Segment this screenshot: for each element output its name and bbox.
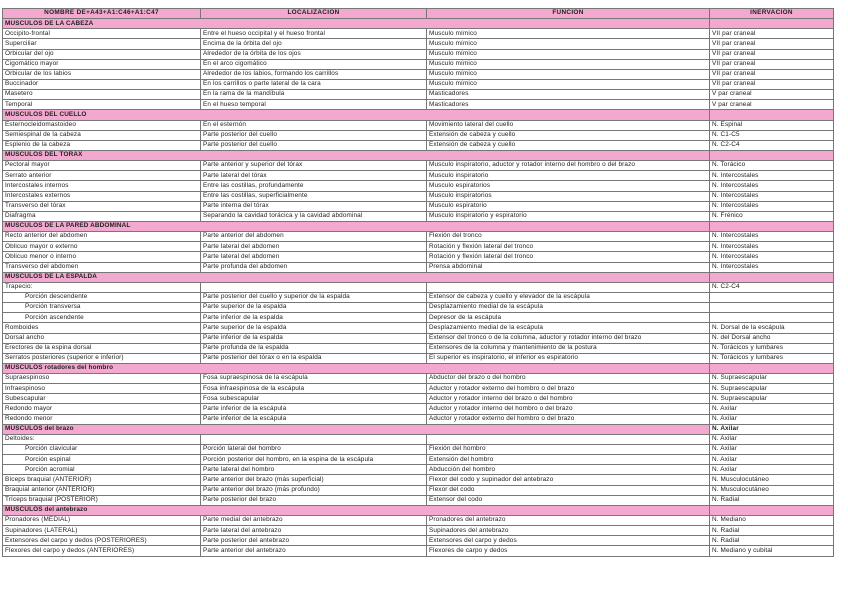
innervation-cell[interactable]: N. Supraescapular xyxy=(710,384,834,394)
innervation-cell[interactable]: N. Axilar xyxy=(710,465,834,475)
muscle-name-cell[interactable]: Orbicular de los labios xyxy=(3,69,201,79)
table-row xyxy=(3,434,834,444)
muscle-name-cell[interactable]: Transverso del tórax xyxy=(3,201,201,211)
table-row xyxy=(3,526,834,536)
function-cell[interactable] xyxy=(427,434,710,444)
location-cell[interactable]: Parte inferior de la espalda xyxy=(201,313,427,323)
location-cell[interactable]: Parte anterior del antebrazo xyxy=(201,546,427,556)
location-cell[interactable]: Parte superior de la espalda xyxy=(201,303,427,313)
innervation-cell[interactable] xyxy=(710,303,834,313)
table-row xyxy=(3,394,834,404)
table-row xyxy=(3,232,834,242)
table-row xyxy=(3,445,834,455)
location-cell[interactable]: Alrededor de los labios, formando los carrillos xyxy=(201,69,427,79)
innervation-cell[interactable] xyxy=(710,363,834,373)
section-title[interactable]: MUSCULOS DE LA ESPALDA xyxy=(3,272,710,282)
location-cell[interactable]: Separando la cavidad torácica y la cavidad abdominal xyxy=(201,211,427,221)
function-cell[interactable]: Aductor y rotador externo del hombro o del brazo xyxy=(427,384,710,394)
muscle-name-cell[interactable]: Supraespinoso xyxy=(3,374,201,384)
header-name[interactable]: NOMBRE DE+A43+A1:C46+A1:C47 xyxy=(3,9,201,19)
muscle-name-cell[interactable]: Bíceps braquial (ANTERIOR) xyxy=(3,475,201,485)
muscle-name-cell[interactable]: Oblicuo mayor o externo xyxy=(3,242,201,252)
function-cell[interactable]: Extensión del hombro xyxy=(427,455,710,465)
location-cell[interactable]: Porción posterior del hombro, en la espina de la escápula xyxy=(201,455,427,465)
innervation-cell[interactable]: N. Radial xyxy=(710,536,834,546)
section-title[interactable]: MUSCULOS DEL TÓRAX xyxy=(3,150,710,160)
table-row xyxy=(3,120,834,130)
innervation-cell[interactable]: VII par craneal xyxy=(710,79,834,89)
muscle-name-cell[interactable]: Recto anterior del abdomen xyxy=(3,232,201,242)
function-cell[interactable]: Flexores de carpo y dedos xyxy=(427,546,710,556)
function-cell[interactable]: Musculo mímico xyxy=(427,39,710,49)
location-cell[interactable]: Parte posterior del tórax o en la espalda xyxy=(201,353,427,363)
table-row xyxy=(3,171,834,181)
innervation-cell[interactable]: N. Intercostales xyxy=(710,232,834,242)
table-row xyxy=(3,90,834,100)
muscle-name-cell[interactable]: Oblicuo menor o interno xyxy=(3,252,201,262)
function-cell[interactable]: Masticadores xyxy=(427,90,710,100)
location-cell[interactable]: Parte anterior del brazo (más profundo) xyxy=(201,485,427,495)
function-cell[interactable]: Musculo inspiratorio xyxy=(427,171,710,181)
section-header-row xyxy=(3,363,834,373)
section-title[interactable]: MUSCULOS del brazo xyxy=(3,424,710,434)
muscle-name-cell[interactable]: Pronadores (MEDIAL) xyxy=(3,516,201,526)
muscle-name-cell[interactable]: Porción transversa xyxy=(3,303,201,313)
muscle-name-cell[interactable]: Cigomático mayor xyxy=(3,59,201,69)
innervation-cell[interactable]: N. Intercostales xyxy=(710,252,834,262)
muscle-name-cell[interactable]: Infraespinoso xyxy=(3,384,201,394)
muscle-name-cell[interactable]: Semiespinal de la cabeza xyxy=(3,130,201,140)
table-row xyxy=(3,79,834,89)
table-row xyxy=(3,384,834,394)
muscle-name-cell[interactable]: Porción espinal xyxy=(3,455,201,465)
muscle-name-cell[interactable]: Erectores de la espina dorsal xyxy=(3,343,201,353)
innervation-cell[interactable]: N. Mediano y cubital xyxy=(710,546,834,556)
function-cell[interactable]: Extensor del codo xyxy=(427,495,710,505)
function-cell[interactable]: Extensores del carpo y dedos xyxy=(427,536,710,546)
section-title[interactable]: MUSCULOS DE LA PARED ABDOMINAL xyxy=(3,221,710,231)
location-cell[interactable]: Parte posterior del antebrazo xyxy=(201,536,427,546)
table-row xyxy=(3,262,834,272)
function-cell[interactable]: Extensor de cabeza y cuello y elevador de la escápula xyxy=(427,292,710,302)
innervation-cell[interactable]: N. Intercostales xyxy=(710,242,834,252)
innervation-cell[interactable]: N. Axilar xyxy=(710,404,834,414)
innervation-cell[interactable]: N. Musculocutáneo xyxy=(710,485,834,495)
table-row xyxy=(3,201,834,211)
function-cell[interactable]: Flexión del tronco xyxy=(427,232,710,242)
function-cell[interactable]: Musculo mímico xyxy=(427,29,710,39)
innervation-cell[interactable]: N. C2-C4 xyxy=(710,282,834,292)
innervation-cell[interactable]: N. Intercostales xyxy=(710,181,834,191)
innervation-cell[interactable]: N. Intercostales xyxy=(710,262,834,272)
function-cell[interactable]: Musculo inspiratorio y espiratorio xyxy=(427,211,710,221)
table-row xyxy=(3,140,834,150)
function-cell[interactable]: Masticadores xyxy=(427,100,710,110)
table-row xyxy=(3,465,834,475)
location-cell[interactable]: En el hueso temporal xyxy=(201,100,427,110)
muscle-name-cell[interactable]: Romboides xyxy=(3,323,201,333)
innervation-cell[interactable]: VII par craneal xyxy=(710,49,834,59)
section-header-row xyxy=(3,272,834,282)
innervation-cell[interactable] xyxy=(710,292,834,302)
table-row xyxy=(3,343,834,353)
muscle-name-cell[interactable]: Superciliar xyxy=(3,39,201,49)
function-cell[interactable]: Aductor y rotador externo del hombro o del brazo xyxy=(427,414,710,424)
table-row xyxy=(3,353,834,363)
location-cell[interactable]: En el arco cigomático xyxy=(201,59,427,69)
innervation-cell[interactable]: N. Axilar xyxy=(710,434,834,444)
table-row xyxy=(3,485,834,495)
muscle-name-cell[interactable]: Serratos posteriores (superior e inferior) xyxy=(3,353,201,363)
muscle-name-cell[interactable]: Porción clavicular xyxy=(3,445,201,455)
location-cell[interactable]: Parte posterior del cuello y superior de la espalda xyxy=(201,292,427,302)
muscle-name-cell[interactable]: Transverso del abdomen xyxy=(3,262,201,272)
location-cell[interactable]: Parte superior de la espalda xyxy=(201,323,427,333)
table-row xyxy=(3,475,834,485)
location-cell[interactable]: Parte posterior del brazo xyxy=(201,495,427,505)
muscle-name-cell[interactable]: Orbicular del ojo xyxy=(3,49,201,59)
innervation-cell[interactable]: N. Espinal xyxy=(710,120,834,130)
muscle-name-cell[interactable]: Redondo mayor xyxy=(3,404,201,414)
function-cell[interactable]: Flexión del hombro xyxy=(427,445,710,455)
muscle-name-cell[interactable]: Porción acromial xyxy=(3,465,201,475)
table-row xyxy=(3,333,834,343)
function-cell[interactable]: Musculo mímico xyxy=(427,59,710,69)
function-cell[interactable]: Abductor del brazo o del hombro xyxy=(427,374,710,384)
innervation-cell[interactable] xyxy=(710,19,834,29)
location-cell[interactable]: Parte profunda del abdomen xyxy=(201,262,427,272)
table-row xyxy=(3,374,834,384)
location-cell[interactable]: Fosa supraespinosa de la escápula xyxy=(201,374,427,384)
muscle-name-cell[interactable]: Extensores del carpo y dedos (POSTERIORES) xyxy=(3,536,201,546)
table-row xyxy=(3,181,834,191)
function-cell[interactable]: Musculo mímico xyxy=(427,69,710,79)
muscle-name-cell[interactable]: Esternocleidomastoideo xyxy=(3,120,201,130)
muscle-name-cell[interactable]: Supinadores (LATERAL) xyxy=(3,526,201,536)
function-cell[interactable]: Musculo inspiratorios xyxy=(427,191,710,201)
innervation-cell[interactable] xyxy=(710,150,834,160)
innervation-cell[interactable]: N. Musculocutáneo xyxy=(710,475,834,485)
innervation-cell[interactable]: V par craneal xyxy=(710,90,834,100)
innervation-cell[interactable]: N. Intercostales xyxy=(710,191,834,201)
location-cell[interactable]: Parte anterior del brazo (más superficial) xyxy=(201,475,427,485)
location-cell[interactable]: En la rama de la mandíbula xyxy=(201,90,427,100)
header-row xyxy=(3,9,834,19)
innervation-cell[interactable]: N. C2-C4 xyxy=(710,140,834,150)
table-row xyxy=(3,29,834,39)
innervation-cell[interactable] xyxy=(710,110,834,120)
function-cell[interactable]: Rotación y flexión lateral del tronco xyxy=(427,252,710,262)
function-cell[interactable]: Depresor de la escápula xyxy=(427,313,710,323)
innervation-cell[interactable]: N. del Dorsal ancho xyxy=(710,333,834,343)
function-cell[interactable]: Abducción del hombro xyxy=(427,465,710,475)
location-cell[interactable]: Parte medial del antebrazo xyxy=(201,516,427,526)
section-header-row xyxy=(3,505,834,515)
location-cell[interactable]: Parte lateral del abdomen xyxy=(201,252,427,262)
innervation-cell[interactable]: N. Radial xyxy=(710,526,834,536)
muscle-name-cell[interactable]: Subescapular xyxy=(3,394,201,404)
innervation-cell[interactable]: N. Axilar xyxy=(710,414,834,424)
function-cell[interactable]: Movimiento lateral del cuello xyxy=(427,120,710,130)
muscle-name-cell[interactable]: Redondo menor xyxy=(3,414,201,424)
muscle-name-cell[interactable]: Dorsal ancho xyxy=(3,333,201,343)
muscle-name-cell[interactable]: Braquial anterior (ANTERIOR) xyxy=(3,485,201,495)
table-row xyxy=(3,130,834,140)
table-row xyxy=(3,100,834,110)
location-cell[interactable]: Parte posterior del cuello xyxy=(201,130,427,140)
function-cell[interactable]: Musculo mímico xyxy=(427,79,710,89)
location-cell[interactable]: Encima de la órbita del ojo xyxy=(201,39,427,49)
muscle-name-cell[interactable]: Intercostales internos xyxy=(3,181,201,191)
header-localizacion[interactable]: LOCALIZACIÓN xyxy=(201,9,427,19)
innervation-cell[interactable]: VII par craneal xyxy=(710,29,834,39)
location-cell[interactable]: Parte anterior del abdomen xyxy=(201,232,427,242)
table-row xyxy=(3,546,834,556)
location-cell[interactable]: Entre las costillas, profundamente xyxy=(201,181,427,191)
location-cell[interactable]: Parte anterior y superior del tórax xyxy=(201,161,427,171)
table-row xyxy=(3,191,834,201)
table-row xyxy=(3,495,834,505)
innervation-cell[interactable]: N. Frénico xyxy=(710,211,834,221)
table-row xyxy=(3,455,834,465)
function-cell[interactable]: Desplazamiento medial de la escápula xyxy=(427,303,710,313)
table-row xyxy=(3,211,834,221)
innervation-cell[interactable]: N. Intercostales xyxy=(710,201,834,211)
function-cell[interactable]: Extensión de cabeza y cuello xyxy=(427,140,710,150)
function-cell[interactable]: Musculo mímico xyxy=(427,49,710,59)
function-cell[interactable]: Aductor y rotador interno del brazo o del hombro xyxy=(427,394,710,404)
location-cell[interactable]: Parte inferior de la espalda xyxy=(201,333,427,343)
table-row xyxy=(3,282,834,292)
function-cell[interactable]: Musculo espiratorio xyxy=(427,201,710,211)
location-cell[interactable] xyxy=(201,434,427,444)
location-cell[interactable]: Parte profunda de la espalda xyxy=(201,343,427,353)
location-cell[interactable]: Entre las costillas, superficialmente xyxy=(201,191,427,201)
location-cell[interactable]: Porción lateral del hombro xyxy=(201,445,427,455)
section-title[interactable]: MUSCULOS del antebrazo xyxy=(3,505,710,515)
table-row xyxy=(3,59,834,69)
location-cell[interactable]: Parte interna del tórax xyxy=(201,201,427,211)
location-cell[interactable]: Parte lateral del hombro xyxy=(201,465,427,475)
innervation-cell[interactable]: N. Axilar xyxy=(710,424,834,434)
location-cell[interactable]: En el esternón xyxy=(201,120,427,130)
location-cell[interactable]: Parte lateral del tórax xyxy=(201,171,427,181)
function-cell[interactable]: Musculo espiratorios xyxy=(427,181,710,191)
muscle-name-cell[interactable]: Masetero xyxy=(3,90,201,100)
innervation-cell[interactable]: N. Axilar xyxy=(710,445,834,455)
table-row xyxy=(3,39,834,49)
muscle-table xyxy=(2,8,834,557)
function-cell[interactable]: El superior es inspiratorio, el inferior es espiratorio xyxy=(427,353,710,363)
muscle-name-cell[interactable]: Trapecio: xyxy=(3,282,201,292)
muscle-name-cell[interactable]: Pectoral mayor xyxy=(3,161,201,171)
function-cell[interactable]: Extensores de la columna y mantenimiento de la postura xyxy=(427,343,710,353)
muscle-name-cell[interactable]: Deltoides: xyxy=(3,434,201,444)
innervation-cell[interactable] xyxy=(710,505,834,515)
location-cell[interactable]: Fosa infraespinosa de la escápula xyxy=(201,384,427,394)
innervation-cell[interactable] xyxy=(710,272,834,282)
section-title[interactable]: MUSCULOS rotadores del hombro xyxy=(3,363,710,373)
table-row xyxy=(3,313,834,323)
location-cell[interactable]: Parte posterior del cuello xyxy=(201,140,427,150)
innervation-cell[interactable]: N. Torácicos y lumbares xyxy=(710,353,834,363)
section-header-row xyxy=(3,150,834,160)
table-body xyxy=(3,19,834,556)
function-cell[interactable] xyxy=(427,282,710,292)
function-cell[interactable]: Rotación y flexión lateral del tronco xyxy=(427,242,710,252)
muscle-name-cell[interactable]: Buccinador xyxy=(3,79,201,89)
function-cell[interactable]: Pronadores del antebrazo xyxy=(427,516,710,526)
table-row xyxy=(3,252,834,262)
function-cell[interactable]: Prensa abdominal xyxy=(427,262,710,272)
header-funcion[interactable]: FUNCIÓN xyxy=(427,9,710,19)
table-row xyxy=(3,303,834,313)
section-title[interactable]: MUSCULOS DE LA CABEZA xyxy=(3,19,710,29)
innervation-cell[interactable]: N. Torácicos y lumbares xyxy=(710,343,834,353)
location-cell[interactable] xyxy=(201,282,427,292)
innervation-cell[interactable]: N. Mediano xyxy=(710,516,834,526)
muscle-name-cell[interactable]: Occipito-frontal xyxy=(3,29,201,39)
muscle-name-cell[interactable]: Serrato anterior xyxy=(3,171,201,181)
muscle-name-cell[interactable]: Flexores del carpo y dedos (ANTERIORES) xyxy=(3,546,201,556)
section-title[interactable]: MUSCULOS DEL CUELLO xyxy=(3,110,710,120)
function-cell[interactable]: Flexor del codo xyxy=(427,485,710,495)
table-row xyxy=(3,292,834,302)
muscle-name-cell[interactable]: Intercostales externos xyxy=(3,191,201,201)
function-cell[interactable]: Musculo inspiratorio, aductor y rotador interno del hombro o del brazo xyxy=(427,161,710,171)
innervation-cell[interactable] xyxy=(710,313,834,323)
table-row xyxy=(3,242,834,252)
innervation-cell[interactable]: N. Supraescapular xyxy=(710,394,834,404)
table-row xyxy=(3,536,834,546)
section-header-row xyxy=(3,424,834,434)
header-inervacion[interactable]: INERVACIÓN xyxy=(710,9,834,19)
section-header-row xyxy=(3,19,834,29)
muscle-name-cell[interactable]: Esplenio de la cabeza xyxy=(3,140,201,150)
location-cell[interactable]: Entre el hueso occipital y el hueso frontal xyxy=(201,29,427,39)
innervation-cell[interactable]: N. Torácico xyxy=(710,161,834,171)
muscle-name-cell[interactable]: Diafragma xyxy=(3,211,201,221)
section-header-row xyxy=(3,221,834,231)
table-row xyxy=(3,516,834,526)
function-cell[interactable]: Supinadores del antebrazo xyxy=(427,526,710,536)
innervation-cell[interactable]: N. Supraescapular xyxy=(710,374,834,384)
innervation-cell[interactable]: N. Radial xyxy=(710,495,834,505)
table-row xyxy=(3,414,834,424)
muscle-name-cell[interactable]: Porción descendente xyxy=(3,292,201,302)
location-cell[interactable]: Parte lateral del abdomen xyxy=(201,242,427,252)
innervation-cell[interactable]: VII par craneal xyxy=(710,59,834,69)
muscle-name-cell[interactable]: Tríceps braquial (POSTERIOR) xyxy=(3,495,201,505)
innervation-cell[interactable] xyxy=(710,221,834,231)
innervation-cell[interactable]: N. Intercostales xyxy=(710,171,834,181)
location-cell[interactable]: Alrededor de la órbita de los ojos xyxy=(201,49,427,59)
function-cell[interactable]: Desplazamiento medial de la escápula xyxy=(427,323,710,333)
location-cell[interactable]: Parte inferior de la escápula xyxy=(201,414,427,424)
innervation-cell[interactable]: V par craneal xyxy=(710,100,834,110)
function-cell[interactable]: Flexor del codo y supinador del antebrazo xyxy=(427,475,710,485)
location-cell[interactable]: Parte inferior de la escápula xyxy=(201,404,427,414)
innervation-cell[interactable]: VII par craneal xyxy=(710,69,834,79)
innervation-cell[interactable]: N. Axilar xyxy=(710,455,834,465)
table-row xyxy=(3,69,834,79)
table-row xyxy=(3,49,834,59)
location-cell[interactable]: Parte lateral del antebrazo xyxy=(201,526,427,536)
table-row xyxy=(3,404,834,414)
innervation-cell[interactable]: VII par craneal xyxy=(710,39,834,49)
function-cell[interactable]: Aductor y rotador interno del hombro o del brazo xyxy=(427,404,710,414)
innervation-cell[interactable]: N. Dorsal de la escápula xyxy=(710,323,834,333)
muscle-name-cell[interactable]: Temporal xyxy=(3,100,201,110)
innervation-cell[interactable]: N. C1-C5 xyxy=(710,130,834,140)
location-cell[interactable]: Fosa subescapular xyxy=(201,394,427,404)
muscle-name-cell[interactable]: Porción ascendente xyxy=(3,313,201,323)
table-row xyxy=(3,161,834,171)
table-row xyxy=(3,323,834,333)
function-cell[interactable]: Extensión de cabeza y cuello xyxy=(427,130,710,140)
function-cell[interactable]: Extensor del tronco o de la columna, aductor y rotador interno del brazo xyxy=(427,333,710,343)
section-header-row xyxy=(3,110,834,120)
location-cell[interactable]: En los carrillos o parte lateral de la cara xyxy=(201,79,427,89)
